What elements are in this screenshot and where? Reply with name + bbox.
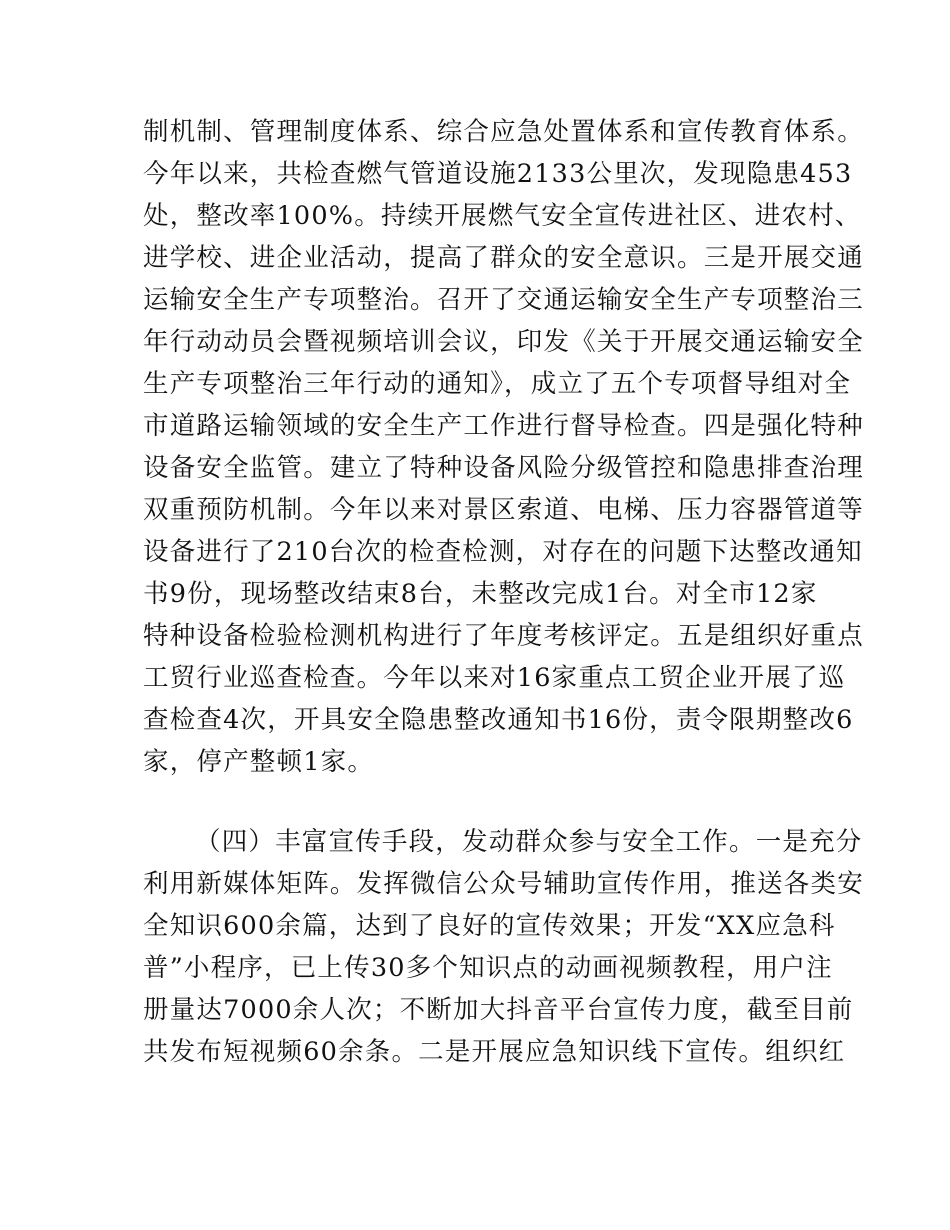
text-line: 处，整改率100%。持续开展燃气安全宣传进社区、进农村、 xyxy=(143,201,862,231)
text-line: 工贸行业巡查检查。今年以来对16家重点工贸企业开展了巡 xyxy=(143,663,846,693)
text-line: （四）丰富宣传手段，发动群众参与安全工作。一是充分 xyxy=(195,827,863,857)
text-line: 市道路运输领域的安全生产工作进行督导检查。四是强化特种 xyxy=(143,411,864,441)
text-line: 设备进行了210台次的检查检测，对存在的问题下达整改通知 xyxy=(143,537,863,567)
text-line: 普”小程序，已上传30多个知识点的动画视频教程，用户注 xyxy=(143,953,833,983)
text-line: 全知识600余篇，达到了良好的宣传效果；开发“XX应急科 xyxy=(143,911,836,941)
text-line: 书9份，现场整改结束8台，未整改完成1台。对全市12家 xyxy=(143,579,818,609)
text-line: 进学校、进企业活动，提高了群众的安全意识。三是开展交通 xyxy=(143,243,864,273)
text-line: 年行动动员会暨视频培训会议，印发《关于开展交通运输安全 xyxy=(143,327,864,357)
text-line: 制机制、管理制度体系、综合应急处置体系和宣传教育体系。 xyxy=(143,117,864,147)
text-line: 双重预防机制。今年以来对景区索道、电梯、压力容器管道等 xyxy=(143,495,864,525)
text-line: 利用新媒体矩阵。发挥微信公众号辅助宣传作用，推送各类安 xyxy=(143,869,864,899)
text-line: 设备安全监管。建立了特种设备风险分级管控和隐患排查治理 xyxy=(143,453,864,483)
text-line: 运输安全生产专项整治。召开了交通运输安全生产专项整治三 xyxy=(143,285,864,315)
text-line: 今年以来，共检查燃气管道设施2133公里次，发现隐患453 xyxy=(143,159,853,189)
text-line: 查检查4次，开具安全隐患整改通知书16份，责令限期整改6 xyxy=(143,705,854,735)
text-line: 册量达7000余人次；不断加大抖音平台宣传力度，截至目前 xyxy=(143,995,854,1025)
text-line: 特种设备检验检测机构进行了年度考核评定。五是组织好重点 xyxy=(143,621,864,651)
text-line: 家，停产整顿1家。 xyxy=(143,747,375,777)
text-line: 共发布短视频60余条。二是开展应急知识线下宣传。组织红 xyxy=(143,1037,846,1067)
text-line: 生产专项整治三年行动的通知》，成立了五个专项督导组对全 xyxy=(143,369,852,399)
